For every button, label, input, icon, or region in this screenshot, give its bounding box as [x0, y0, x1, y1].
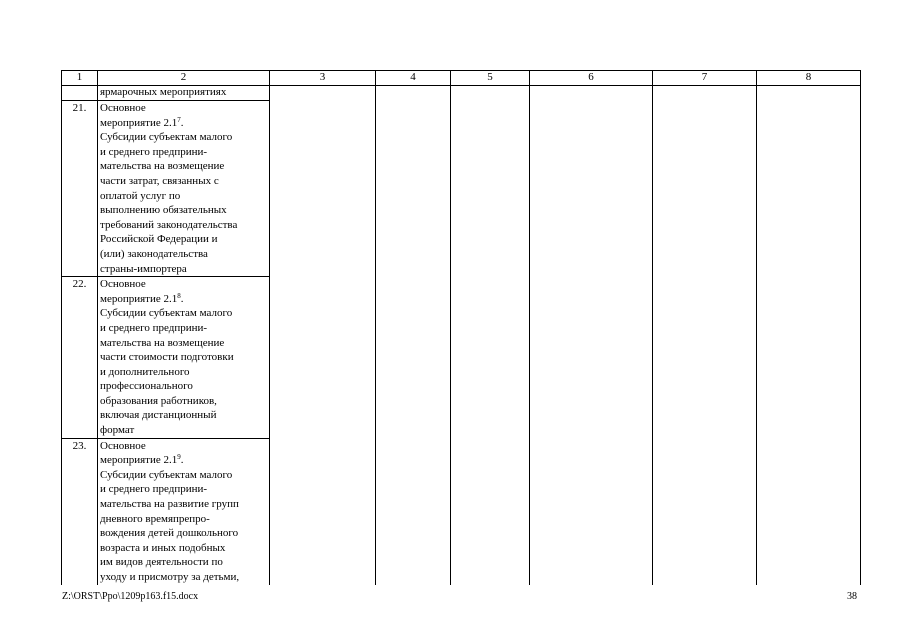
column-header-4: 4 [376, 71, 451, 86]
row-description: Основное мероприятие $2.1^9$. Субсидии субъектам малого и среднего предприни- мательства на развитие групп дневного времяпрепро- вождения детей дошкольного возраста и иных подобных им видов деятельности по уходу и присмотру за детьми, [98, 438, 270, 584]
continuation-text: ярмарочных мероприятиях [98, 86, 270, 101]
column-6-cell [530, 86, 653, 585]
column-5-cell [451, 86, 530, 585]
program-table [61, 70, 861, 585]
row-measure: мероприятие $2.1^7$. [100, 115, 184, 129]
column-header-5: 5 [451, 71, 530, 86]
row-measure: мероприятие $2.1^8$. [100, 291, 184, 305]
footnote-ref: 9 [177, 453, 181, 462]
column-header-6: 6 [530, 71, 653, 86]
continuation-number-cell [62, 86, 98, 101]
row-title: Основное [100, 278, 146, 291]
row-description: Основное мероприятие $2.1^8$. Субсидии субъектам малого и среднего предприни- мательства на возмещение части стоимости подготовки и дополнительного профессионального образования работников, включая дистанционный формат [98, 277, 270, 439]
row-title: Основное [100, 102, 146, 114]
column-8-cell [757, 86, 861, 585]
page-number: 38 [847, 591, 857, 602]
column-7-cell [653, 86, 757, 585]
column-4-cell [376, 86, 451, 585]
column-header-7: 7 [653, 71, 757, 86]
column-header-8: 8 [757, 71, 861, 86]
header-row [62, 71, 861, 86]
column-header-2: 2 [98, 71, 270, 86]
row-number: 22. [62, 277, 98, 439]
footnote-ref: 7 [177, 115, 181, 124]
row-description: Основное мероприятие $2.1^7$. Субсидии субъектам малого и среднего предприни- мательства на возмещение части затрат, связанных с оплатой услуг по выполнению обязательных требований законодательства Российской Федерации и (или) законодательства страны-импортера [98, 101, 270, 277]
continuation-row [62, 86, 861, 101]
row-number: 21. [62, 101, 98, 277]
column-header-1: 1 [62, 71, 98, 86]
row-measure: мероприятие $2.1^9$. [100, 453, 184, 467]
footnote-ref: 8 [177, 291, 181, 300]
row-title: Основное [100, 439, 146, 452]
column-3-cell [270, 86, 376, 585]
document-path: Z:\ORST\Ppo\1209p163.f15.docx [62, 591, 199, 602]
column-header-3: 3 [270, 71, 376, 86]
row-number: 23. [62, 438, 98, 584]
